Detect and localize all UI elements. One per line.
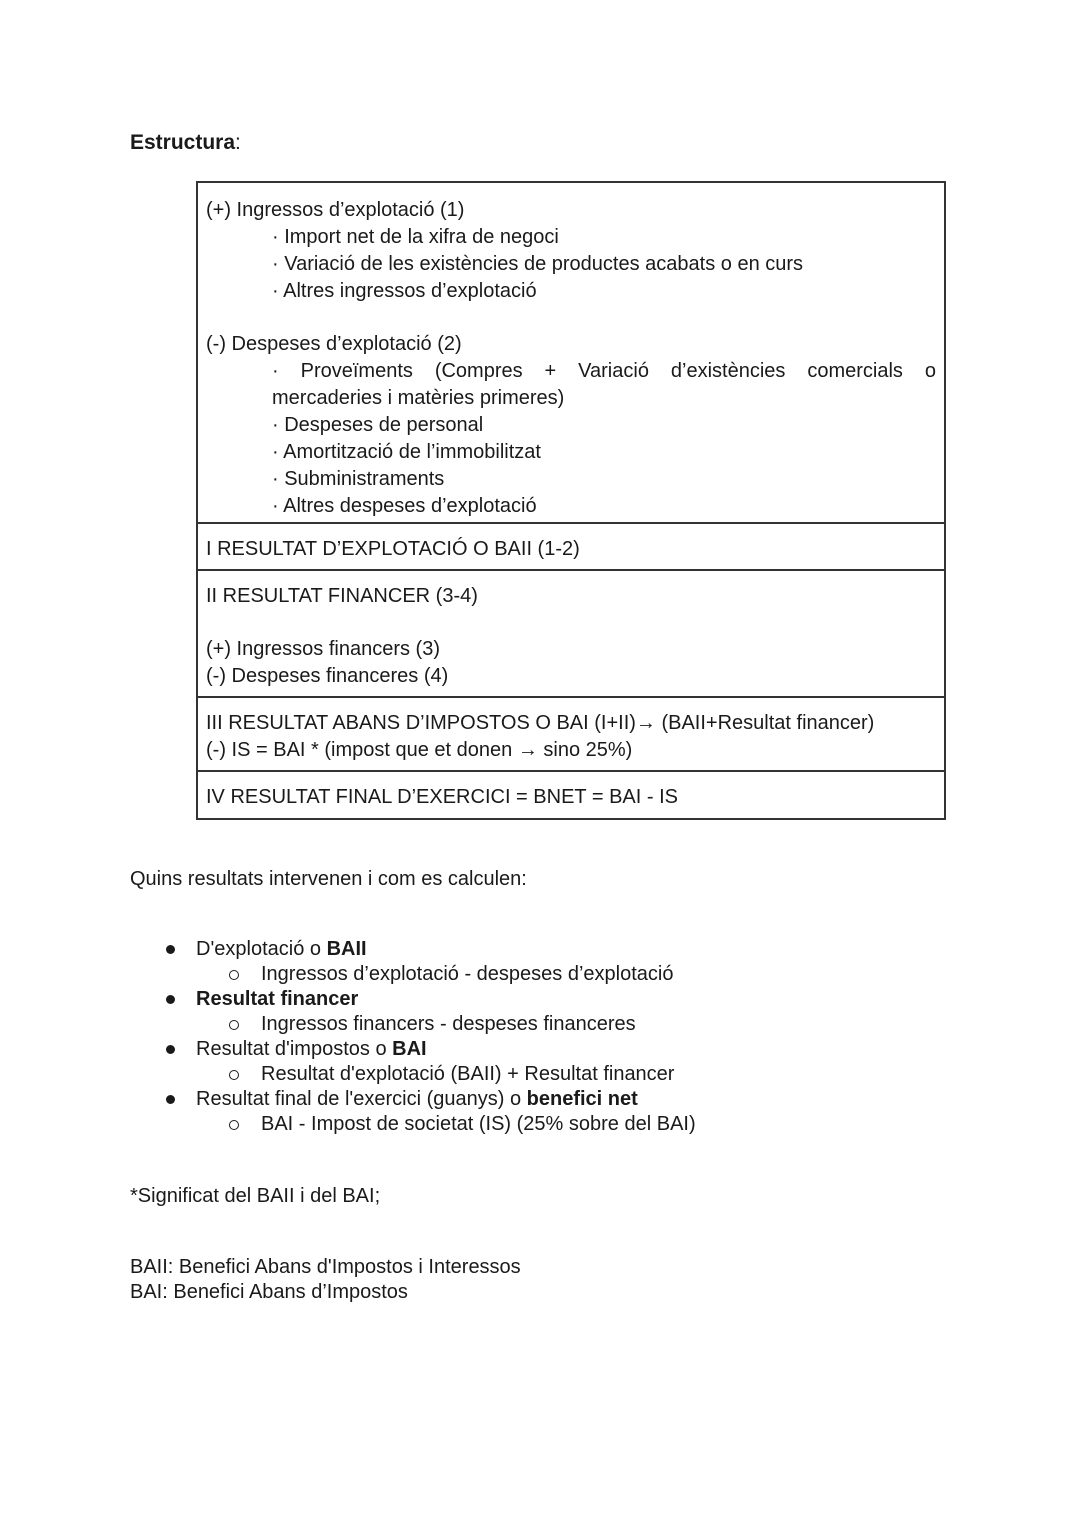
intro-text: Quins resultats intervenen i com es calculen: [130,868,527,890]
list-item [196,986,358,1012]
proveiments-word: comercials [807,360,903,382]
list-item-text: Resultat final de l'exercici (guanys) o [196,1088,527,1110]
operating-income-item: · Altres ingressos d’explotació [272,280,537,302]
operating-income-item: · Import net de la xifra de negoci [272,226,559,248]
operating-expense-item: · Subministraments [272,468,445,490]
list-item [196,936,367,962]
operating-expenses-title: (-) Despeses d’explotació (2) [206,333,462,355]
pretax-result-cell [198,698,944,772]
list-subitem: Ingressos financers - despeses financeres [261,1013,636,1035]
bullet-icon [166,945,175,954]
income-statement-table [196,181,946,820]
list-item-text: Resultat d'impostos o [196,1038,393,1060]
proveiments-line [206,358,936,385]
final-result-cell [198,772,944,820]
bullet-icon [166,1095,175,1104]
list-item-bold: BAII [326,938,367,960]
definition-bai: BAI: Benefici Abans d’Impostos [130,1281,408,1303]
sub-bullet-icon [229,1020,239,1030]
list-item [196,1036,427,1062]
list-item-bold: BAI [392,1038,427,1060]
tax-line: (-) IS = BAI * (impost que et donen → sino 25%) [206,739,633,761]
list-subitem: Resultat d'explotació (BAII) + Resultat financer [261,1063,675,1085]
sub-bullet-icon [229,1070,239,1080]
sub-bullet-icon [229,1120,239,1130]
bullet-icon [166,1045,175,1054]
proveiments-word: Proveïments [300,360,413,382]
operating-income-title: (+) Ingressos d’explotació (1) [206,199,465,221]
operating-result: I RESULTAT D’EXPLOTACIÓ O BAII (1-2) [206,538,580,560]
financial-expenses: (-) Despeses financeres (4) [206,665,449,687]
list-item-text: D'explotació o [196,938,327,960]
bullet-icon [166,995,175,1004]
significat-text: *Significat del BAII i del BAI; [130,1185,381,1207]
proveiments-word: o [924,360,936,382]
proveiments-line-2: mercaderies i matèries primeres) [272,387,565,409]
list-item [196,1086,638,1112]
heading-bold: Estructura [130,131,236,154]
list-item-bold: benefici net [526,1088,638,1110]
definition-baii: BAII: Benefici Abans d'Impostos i Interessos [130,1256,521,1278]
operating-result-cell [198,524,944,571]
list-subitem: BAI - Impost de societat (IS) (25% sobre del BAI) [261,1113,696,1135]
list-subitem: Ingressos d’explotació - despeses d’explotació [261,963,674,985]
operating-expense-item: · Amortització de l’immobilitzat [272,441,541,463]
sub-bullet-icon [229,970,239,980]
operating-expense-item: · Altres despeses d’explotació [272,495,537,517]
proveiments-word: Variació [578,360,649,382]
financial-income: (+) Ingressos financers (3) [206,638,440,660]
financial-result-cell [198,571,944,698]
final-result: IV RESULTAT FINAL D’EXERCICI = BNET = BAI - IS [206,786,678,808]
pretax-result: III RESULTAT ABANS D’IMPOSTOS O BAI (I+II)→ (BAII+Resultat financer) [206,712,875,734]
operating-income-item: · Variació de les existències de productes acabats o en curs [272,253,804,275]
proveiments-word: (Compres [434,360,523,382]
list-item-bold: Resultat financer [196,988,359,1010]
operating-expense-item: · Despeses de personal [272,414,484,436]
section-heading [130,131,241,155]
operating-cell [198,183,944,524]
proveiments-word: + [544,360,557,382]
proveiments-word: d’existències [670,360,786,382]
financial-result-title: II RESULTAT FINANCER (3-4) [206,585,478,607]
heading-colon: : [235,131,241,154]
proveiments-word: · [272,360,279,382]
